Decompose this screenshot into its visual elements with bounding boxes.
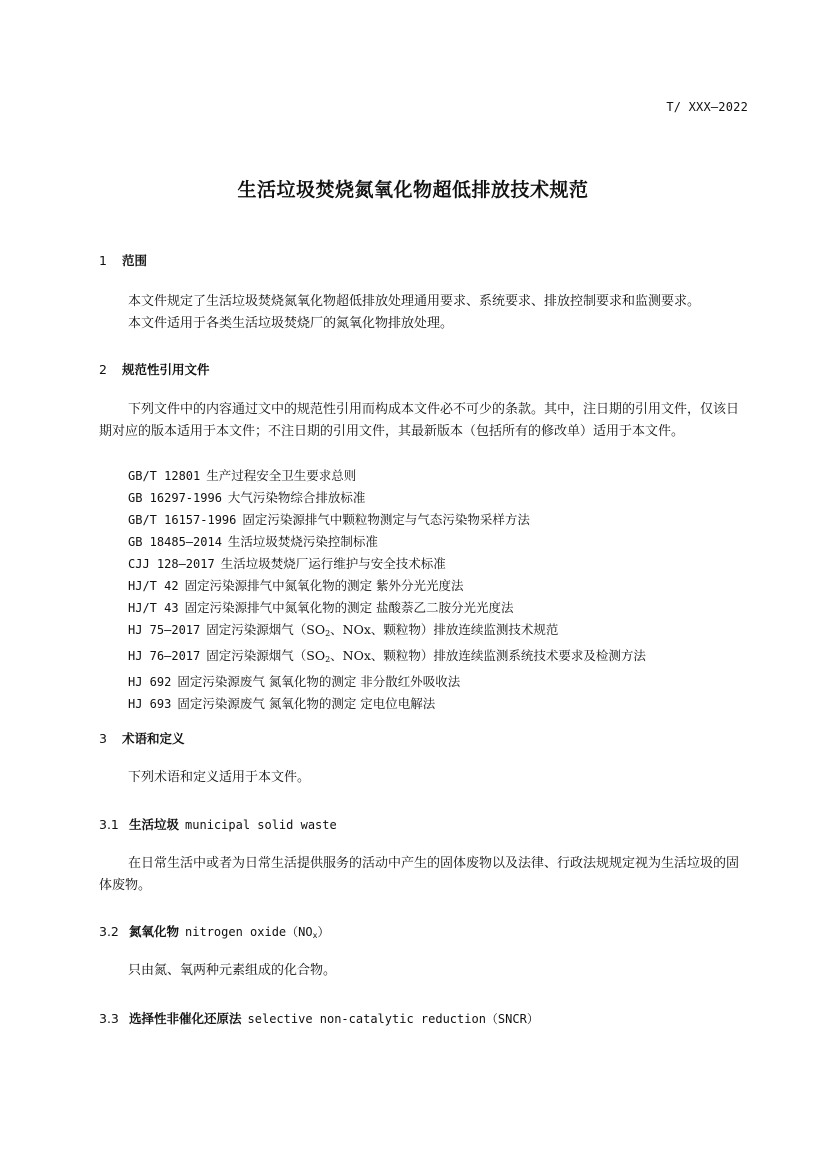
reference-code: HJ 75—2017 [128, 623, 201, 637]
reference-code: HJ 693 [128, 697, 172, 711]
section-heading-normative-references [99, 360, 210, 378]
document-number: T/ XXX—2022 [666, 100, 748, 114]
term-number: 3.2 [99, 924, 119, 939]
section-heading-scope [99, 251, 147, 269]
reference-title-start: 固定污染源烟气（SO [206, 622, 326, 637]
reference-item [128, 597, 646, 619]
section-number: 1 [99, 253, 107, 268]
reference-item [128, 531, 646, 553]
reference-title-start: 固定污染源烟气（SO [206, 648, 326, 663]
term-english-end: ） [317, 925, 330, 939]
terms-intro: 下列术语和定义适用于本文件。 [128, 770, 311, 785]
term-definition: 只由氮、氧两种元素组成的化合物。 [128, 963, 337, 978]
reference-item [128, 645, 646, 671]
reference-item [128, 553, 646, 575]
reference-title: 固定污染源废气 氮氧化物的测定 定电位电解法 [177, 696, 436, 711]
reference-code: HJ 76—2017 [128, 649, 201, 663]
term-english [185, 925, 329, 939]
reference-list [128, 465, 646, 715]
references-intro: 下列文件中的内容通过文中的规范性引用而构成本文件必不可少的条款。其中，注日期的引用文件，仅该日期对应的版本适用于本文件；不注日期的引用文件，其最新版本（包括所有的修改单）适用于本文件。 [99, 402, 740, 439]
scope-paragraph: 本文件规定了生活垃圾焚烧氮氧化物超低排放处理通用要求、系统要求、排放控制要求和监测要求。 [128, 294, 701, 309]
reference-item [128, 575, 646, 597]
term-english: selective non-catalytic reduction（SNCR） [247, 1012, 539, 1026]
scope-paragraph: 本文件适用于各类生活垃圾焚烧厂的氮氧化物排放处理。 [128, 316, 454, 331]
reference-item [128, 671, 646, 693]
subscript-x: x [312, 931, 318, 940]
reference-title: 大气污染物综合排放标准 [227, 490, 366, 505]
section-number: 3 [99, 731, 107, 746]
reference-code: HJ 692 [128, 675, 172, 689]
term-heading-municipal-solid-waste [99, 815, 337, 833]
term-english: municipal solid waste [185, 818, 337, 832]
term-heading-nitrogen-oxide [99, 922, 329, 940]
subscript-2: 2 [325, 655, 331, 664]
reference-title: 生活垃圾焚烧厂运行维护与安全技术标准 [220, 556, 446, 571]
reference-title: 固定污染源废气 氮氧化物的测定 非分散红外吸收法 [177, 674, 461, 689]
reference-title-end: 、NOx、颗粒物）排放连续监测技术规范 [330, 622, 559, 637]
reference-title: 固定污染源排气中颗粒物测定与气态污染物采样方法 [242, 512, 530, 527]
reference-code: HJ/T 43 [128, 601, 179, 615]
reference-title-end: 、NOx、颗粒物）排放连续监测系统技术要求及检测方法 [330, 648, 646, 663]
reference-title: 固定污染源排气中氮氧化物的测定 紫外分光光度法 [184, 578, 464, 593]
reference-code: GB 18485—2014 [128, 535, 222, 549]
term-chinese: 氮氧化物 [129, 924, 180, 939]
reference-code: GB/T 16157-1996 [128, 513, 237, 527]
reference-code: GB/T 12801 [128, 469, 201, 483]
reference-item [128, 693, 646, 715]
reference-item [128, 509, 646, 531]
section-number: 2 [99, 362, 107, 377]
term-number: 3.1 [99, 817, 119, 832]
section-title: 规范性引用文件 [122, 362, 210, 377]
term-chinese: 选择性非催化还原法 [129, 1011, 242, 1026]
reference-code: GB 16297-1996 [128, 491, 222, 505]
section-title: 术语和定义 [122, 731, 185, 746]
reference-item [128, 619, 646, 645]
term-heading-sncr [99, 1009, 539, 1027]
reference-item [128, 487, 646, 509]
term-definition: 在日常生活中或者为日常生活提供服务的活动中产生的固体废物以及法律、行政法规规定视为生活垃圾的固体废物。 [99, 856, 740, 893]
reference-title: 生活垃圾焚烧污染控制标准 [227, 534, 378, 549]
term-number: 3.3 [99, 1011, 119, 1026]
document-title: 生活垃圾焚烧氮氧化物超低排放技术规范 [237, 179, 589, 201]
reference-code: CJJ 128—2017 [128, 557, 215, 571]
section-heading-terms [99, 729, 185, 747]
term-chinese: 生活垃圾 [129, 817, 180, 832]
term-english-start: nitrogen oxide（NO [185, 925, 313, 939]
subscript-2: 2 [325, 629, 331, 638]
section-title: 范围 [122, 253, 148, 268]
reference-item [128, 465, 646, 487]
reference-title: 固定污染源排气中氮氧化物的测定 盐酸萘乙二胺分光光度法 [184, 600, 514, 615]
reference-code: HJ/T 42 [128, 579, 179, 593]
reference-title: 生产过程安全卫生要求总则 [206, 468, 357, 483]
